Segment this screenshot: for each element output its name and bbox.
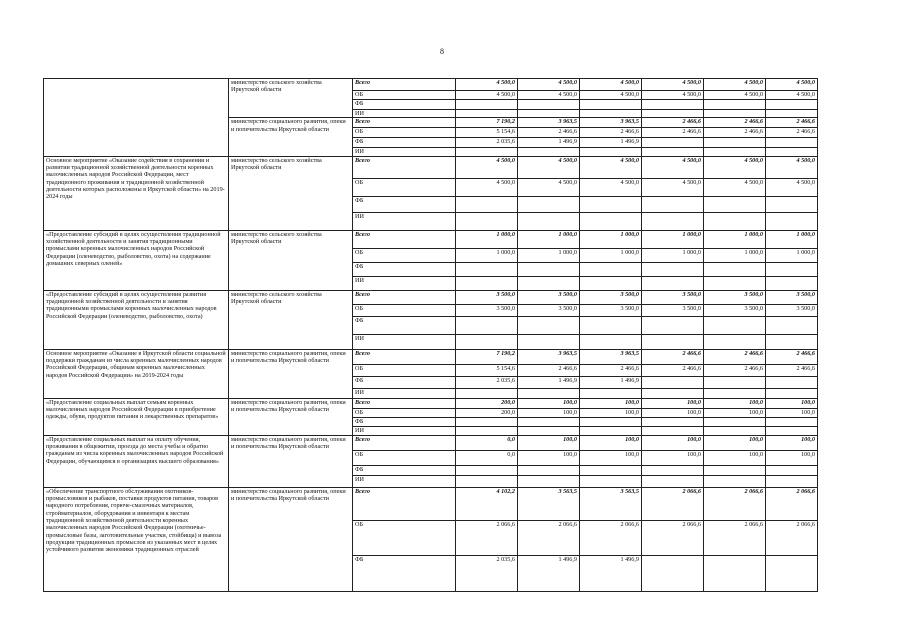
amount-cell: 4 500,0: [642, 79, 704, 91]
amount-cell: 4 500,0: [456, 156, 518, 178]
amount-cell: [456, 276, 518, 290]
funding-source-cell: ИИ: [353, 388, 456, 398]
amount-cell: 1 000,0: [704, 248, 766, 262]
funding-source-cell: ФБ: [353, 376, 456, 388]
funding-source-cell: ОБ: [353, 178, 456, 196]
amount-cell: 100,0: [642, 398, 704, 408]
funding-source-cell: ФБ: [353, 196, 456, 212]
amount-cell: 100,0: [704, 398, 766, 408]
amount-cell: [766, 212, 818, 230]
executor-cell: министерство социального развития, опеки и попечительства Иркутской области: [229, 118, 353, 156]
amount-cell: 4 500,0: [518, 156, 580, 178]
budget-table-body: [44, 79, 818, 592]
amount-cell: [580, 276, 642, 290]
amount-cell: 3 500,0: [642, 290, 704, 304]
amount-cell: [456, 426, 518, 435]
amount-cell: [580, 388, 642, 398]
funding-source-cell: Всего: [353, 349, 456, 364]
amount-cell: 1 000,0: [518, 230, 580, 248]
amount-cell: 2 466,6: [642, 349, 704, 364]
amount-cell: 1 000,0: [766, 230, 818, 248]
amount-cell: 100,0: [642, 408, 704, 417]
amount-cell: 1 000,0: [704, 230, 766, 248]
amount-cell: 3 963,5: [518, 118, 580, 128]
amount-cell: 100,0: [580, 450, 642, 465]
amount-cell: 3 963,5: [580, 118, 642, 128]
funding-source-cell: ИИ: [353, 212, 456, 230]
amount-cell: 4 500,0: [580, 156, 642, 178]
amount-cell: [580, 196, 642, 212]
amount-cell: 2 066,6: [456, 520, 518, 555]
funding-source-cell: ОБ: [353, 450, 456, 465]
amount-cell: [642, 426, 704, 435]
amount-cell: [518, 196, 580, 212]
funding-source-cell: ОБ: [353, 520, 456, 555]
funding-source-cell: ФБ: [353, 417, 456, 426]
amount-cell: [642, 555, 704, 591]
funding-source-cell: ФБ: [353, 465, 456, 475]
amount-cell: [766, 316, 818, 334]
amount-cell: 2 066,6: [766, 520, 818, 555]
amount-cell: [766, 110, 818, 118]
amount-cell: 3 563,5: [518, 487, 580, 520]
amount-cell: 1 000,0: [580, 248, 642, 262]
amount-cell: 2 466,6: [518, 364, 580, 376]
amount-cell: 1 000,0: [642, 248, 704, 262]
amount-cell: 7 190,2: [456, 118, 518, 128]
amount-cell: 1 000,0: [518, 248, 580, 262]
funding-source-cell: ИИ: [353, 475, 456, 487]
table-row: [44, 290, 818, 304]
amount-cell: [518, 276, 580, 290]
amount-cell: 2 466,6: [704, 128, 766, 138]
amount-cell: 4 500,0: [518, 91, 580, 100]
amount-cell: [704, 475, 766, 487]
amount-cell: 1 496,9: [580, 138, 642, 148]
funding-source-cell: Всего: [353, 156, 456, 178]
amount-cell: 4 500,0: [580, 178, 642, 196]
amount-cell: [766, 426, 818, 435]
amount-cell: 100,0: [580, 398, 642, 408]
executor-cell: министерство социального развития, опеки и попечительства Иркутской области: [229, 349, 353, 398]
amount-cell: [704, 212, 766, 230]
amount-cell: [704, 276, 766, 290]
amount-cell: 0,0: [456, 435, 518, 450]
amount-cell: 2 035,6: [456, 555, 518, 591]
amount-cell: 4 500,0: [704, 178, 766, 196]
amount-cell: [704, 334, 766, 349]
amount-cell: [518, 262, 580, 276]
amount-cell: [518, 110, 580, 118]
amount-cell: 2 466,6: [766, 128, 818, 138]
amount-cell: 2 466,6: [580, 128, 642, 138]
funding-source-cell: Всего: [353, 79, 456, 91]
funding-source-cell: ФБ: [353, 138, 456, 148]
amount-cell: [704, 196, 766, 212]
amount-cell: 5 154,6: [456, 364, 518, 376]
amount-cell: 2 066,6: [518, 520, 580, 555]
amount-cell: 100,0: [580, 435, 642, 450]
amount-cell: 2 066,6: [704, 520, 766, 555]
amount-cell: 3 500,0: [518, 304, 580, 316]
amount-cell: [456, 212, 518, 230]
amount-cell: [518, 417, 580, 426]
amount-cell: 4 500,0: [456, 79, 518, 91]
amount-cell: [704, 417, 766, 426]
measure-name-cell: «Предоставление субсидий в целях осуществления развития традиционной хозяйственной деятельности и занятия традиционными промыслами коренных малочисленных народов Российской Федерации (оленеводство, рыболовство, охота): [44, 290, 229, 349]
amount-cell: [642, 148, 704, 156]
table-row: [44, 487, 818, 520]
funding-source-cell: Всего: [353, 398, 456, 408]
amount-cell: [518, 388, 580, 398]
amount-cell: 100,0: [642, 450, 704, 465]
amount-cell: [642, 138, 704, 148]
funding-source-cell: ОБ: [353, 248, 456, 262]
amount-cell: 1 000,0: [580, 230, 642, 248]
amount-cell: [766, 475, 818, 487]
amount-cell: 3 500,0: [704, 304, 766, 316]
amount-cell: [580, 262, 642, 276]
amount-cell: [580, 426, 642, 435]
measure-name-cell: «Предоставление субсидий в целях осуществления традиционной хозяйственной деятельности и занятия традиционными промыслами коренных малочисленных народов Российской Федерации (оленеводство, рыболовство, охота) на содержание домашних северных оленей»: [44, 230, 229, 290]
funding-source-cell: ИИ: [353, 110, 456, 118]
amount-cell: 100,0: [642, 435, 704, 450]
amount-cell: [518, 212, 580, 230]
amount-cell: 4 500,0: [766, 178, 818, 196]
amount-cell: 3 500,0: [456, 304, 518, 316]
amount-cell: [518, 100, 580, 110]
amount-cell: 3 563,5: [580, 487, 642, 520]
amount-cell: 2 466,6: [766, 349, 818, 364]
amount-cell: 3 500,0: [456, 290, 518, 304]
amount-cell: 4 500,0: [766, 156, 818, 178]
amount-cell: 2 466,6: [704, 118, 766, 128]
amount-cell: 200,0: [456, 408, 518, 417]
amount-cell: 100,0: [766, 450, 818, 465]
amount-cell: [704, 148, 766, 156]
amount-cell: 4 500,0: [456, 178, 518, 196]
amount-cell: 2 066,6: [766, 487, 818, 520]
amount-cell: 3 500,0: [766, 304, 818, 316]
table-row: [44, 156, 818, 178]
funding-source-cell: Всего: [353, 487, 456, 520]
measure-name-cell: Основное мероприятие «Оказание содействия в сохранении и развитии традиционной хозяйственной деятельности коренных малочисленных народов Российской Федерации, мест традиционного проживания и традиционной хозяйственной деятельности которых расположены в Иркутской области» на 2019-2024 годы: [44, 156, 229, 230]
funding-source-cell: ФБ: [353, 262, 456, 276]
amount-cell: [456, 148, 518, 156]
amount-cell: 1 496,9: [518, 376, 580, 388]
amount-cell: [580, 465, 642, 475]
amount-cell: [456, 100, 518, 110]
amount-cell: [704, 262, 766, 276]
table-row: [44, 398, 818, 408]
amount-cell: [642, 316, 704, 334]
funding-source-cell: ОБ: [353, 364, 456, 376]
amount-cell: [456, 196, 518, 212]
amount-cell: 200,0: [456, 398, 518, 408]
amount-cell: 1 000,0: [456, 248, 518, 262]
amount-cell: [642, 196, 704, 212]
amount-cell: 100,0: [518, 435, 580, 450]
amount-cell: [642, 465, 704, 475]
amount-cell: [766, 376, 818, 388]
measure-name-cell: «Обеспечение транспортного обслуживания охотников-промысловиков и рыбаков, поставки продуктов питания, товаров народного потребления, горюче-смазочных материалов, стройматериалов, оборудования и инвентаря к местам традиционной хозяйственной деятельности коренных малочисленных народов Российской Федерации (охотничье-промысловые базы, заготовительные участки, стойбища) и вывоза продукции традиционных промыслов из указанных мест в целях устойчивого развития экономики традиционных отраслей: [44, 487, 229, 591]
amount-cell: 0,0: [456, 450, 518, 465]
amount-cell: 100,0: [704, 450, 766, 465]
amount-cell: 100,0: [766, 408, 818, 417]
executor-cell: министерство сельского хозяйства Иркутской области: [229, 290, 353, 349]
amount-cell: [704, 138, 766, 148]
amount-cell: 3 963,5: [580, 349, 642, 364]
amount-cell: 1 000,0: [642, 230, 704, 248]
funding-source-cell: ИИ: [353, 334, 456, 349]
amount-cell: 100,0: [580, 408, 642, 417]
amount-cell: 3 500,0: [580, 304, 642, 316]
amount-cell: 4 500,0: [580, 91, 642, 100]
amount-cell: 2 066,6: [642, 520, 704, 555]
amount-cell: [456, 475, 518, 487]
amount-cell: 4 500,0: [704, 79, 766, 91]
amount-cell: [456, 110, 518, 118]
amount-cell: [642, 475, 704, 487]
amount-cell: 2 066,6: [580, 520, 642, 555]
table-row: [44, 349, 818, 364]
amount-cell: 3 963,5: [518, 349, 580, 364]
amount-cell: [642, 110, 704, 118]
funding-source-cell: ИИ: [353, 426, 456, 435]
amount-cell: [518, 316, 580, 334]
executor-cell: министерство социального развития, опеки и попечительства Иркутской области: [229, 435, 353, 487]
amount-cell: [766, 417, 818, 426]
amount-cell: [704, 555, 766, 591]
amount-cell: 2 035,6: [456, 138, 518, 148]
amount-cell: [642, 100, 704, 110]
amount-cell: [580, 212, 642, 230]
amount-cell: 3 500,0: [642, 304, 704, 316]
amount-cell: 100,0: [766, 435, 818, 450]
amount-cell: [766, 334, 818, 349]
amount-cell: 2 066,6: [642, 487, 704, 520]
funding-source-cell: ОБ: [353, 128, 456, 138]
amount-cell: 2 466,6: [518, 128, 580, 138]
table-row: [44, 79, 818, 91]
amount-cell: [580, 334, 642, 349]
funding-source-cell: ОБ: [353, 91, 456, 100]
amount-cell: 100,0: [704, 435, 766, 450]
amount-cell: [766, 100, 818, 110]
table-row: [44, 230, 818, 248]
amount-cell: [642, 262, 704, 276]
amount-cell: 1 496,9: [580, 555, 642, 591]
amount-cell: [704, 465, 766, 475]
amount-cell: 2 466,6: [580, 364, 642, 376]
amount-cell: 1 496,9: [580, 376, 642, 388]
budget-table: [43, 78, 818, 592]
amount-cell: 2 466,6: [766, 118, 818, 128]
measure-name-cell: [44, 79, 229, 157]
amount-cell: 1 000,0: [456, 230, 518, 248]
amount-cell: [704, 100, 766, 110]
amount-cell: 2 466,6: [642, 364, 704, 376]
amount-cell: [642, 212, 704, 230]
funding-source-cell: ОБ: [353, 408, 456, 417]
amount-cell: [580, 100, 642, 110]
amount-cell: 3 500,0: [580, 290, 642, 304]
funding-source-cell: ОБ: [353, 304, 456, 316]
amount-cell: 3 500,0: [704, 290, 766, 304]
amount-cell: 4 500,0: [704, 156, 766, 178]
amount-cell: 4 500,0: [766, 79, 818, 91]
amount-cell: 2 466,6: [704, 349, 766, 364]
amount-cell: [704, 110, 766, 118]
executor-cell: министерство социального развития, опеки и попечительства Иркутской области: [229, 487, 353, 591]
funding-source-cell: Всего: [353, 290, 456, 304]
amount-cell: 2 466,6: [642, 118, 704, 128]
amount-cell: 100,0: [704, 408, 766, 417]
amount-cell: 100,0: [518, 450, 580, 465]
amount-cell: [704, 316, 766, 334]
amount-cell: 4 102,2: [456, 487, 518, 520]
funding-source-cell: ФБ: [353, 316, 456, 334]
amount-cell: 4 500,0: [580, 79, 642, 91]
amount-cell: [766, 196, 818, 212]
amount-cell: 4 500,0: [642, 178, 704, 196]
amount-cell: 3 500,0: [766, 290, 818, 304]
amount-cell: [580, 316, 642, 334]
funding-source-cell: ИИ: [353, 276, 456, 290]
amount-cell: 100,0: [518, 408, 580, 417]
amount-cell: 1 496,9: [518, 138, 580, 148]
funding-source-cell: ФБ: [353, 100, 456, 110]
amount-cell: [456, 334, 518, 349]
amount-cell: [580, 110, 642, 118]
amount-cell: [518, 334, 580, 349]
amount-cell: 3 500,0: [518, 290, 580, 304]
executor-cell: министерство сельского хозяйства Иркутской области: [229, 230, 353, 290]
amount-cell: [766, 262, 818, 276]
amount-cell: [456, 262, 518, 276]
amount-cell: [518, 148, 580, 156]
amount-cell: 4 500,0: [456, 91, 518, 100]
amount-cell: 4 500,0: [642, 91, 704, 100]
measure-name-cell: «Предоставление социальных выплат на оплату обучения, проживания в общежитии, проезда до места учебы и обратно гражданам из числа коренных малочисленных народов Российской Федерации, обучающимся в организациях высшего образования»: [44, 435, 229, 487]
amount-cell: 7 190,2: [456, 349, 518, 364]
amount-cell: [642, 417, 704, 426]
amount-cell: [580, 417, 642, 426]
amount-cell: [518, 426, 580, 435]
amount-cell: [766, 148, 818, 156]
measure-name-cell: Основное мероприятие «Оказание в Иркутской области социальной поддержки гражданам из числа коренных малочисленных народов Российской Федерации, общинам коренных малочисленных народов Российской Федерации» на 2019-2024 годы: [44, 349, 229, 398]
amount-cell: [704, 376, 766, 388]
table-row: [44, 435, 818, 450]
amount-cell: [704, 426, 766, 435]
funding-source-cell: ФБ: [353, 555, 456, 591]
amount-cell: 4 500,0: [518, 178, 580, 196]
amount-cell: [766, 555, 818, 591]
executor-cell: министерство сельского хозяйства Иркутской области: [229, 79, 353, 118]
amount-cell: [766, 388, 818, 398]
amount-cell: [766, 138, 818, 148]
amount-cell: 2 466,6: [642, 128, 704, 138]
amount-cell: [518, 475, 580, 487]
amount-cell: [642, 334, 704, 349]
funding-source-cell: Всего: [353, 435, 456, 450]
amount-cell: [456, 388, 518, 398]
amount-cell: [766, 276, 818, 290]
amount-cell: 5 154,6: [456, 128, 518, 138]
amount-cell: [766, 465, 818, 475]
amount-cell: 1 496,9: [518, 555, 580, 591]
amount-cell: 2 066,6: [704, 487, 766, 520]
executor-cell: министерство социального развития, опеки и попечительства Иркутской области: [229, 398, 353, 435]
amount-cell: 2 466,6: [766, 364, 818, 376]
amount-cell: [580, 148, 642, 156]
amount-cell: [704, 388, 766, 398]
amount-cell: [518, 465, 580, 475]
amount-cell: [456, 316, 518, 334]
amount-cell: 2 035,6: [456, 376, 518, 388]
executor-cell: министерство сельского хозяйства Иркутской области: [229, 156, 353, 230]
amount-cell: 4 500,0: [642, 156, 704, 178]
amount-cell: [642, 376, 704, 388]
amount-cell: 100,0: [518, 398, 580, 408]
amount-cell: [580, 475, 642, 487]
amount-cell: 4 500,0: [518, 79, 580, 91]
funding-source-cell: ИИ: [353, 148, 456, 156]
amount-cell: [642, 388, 704, 398]
amount-cell: [456, 465, 518, 475]
amount-cell: 1 000,0: [766, 248, 818, 262]
funding-source-cell: Всего: [353, 230, 456, 248]
amount-cell: 100,0: [766, 398, 818, 408]
page-number: 8: [440, 47, 444, 56]
amount-cell: 2 466,6: [704, 364, 766, 376]
amount-cell: 4 500,0: [704, 91, 766, 100]
amount-cell: [456, 417, 518, 426]
funding-source-cell: Всего: [353, 118, 456, 128]
amount-cell: 4 500,0: [766, 91, 818, 100]
measure-name-cell: «Предоставление социальных выплат семьям коренных малочисленных народов Российской Федерации в приобретение одежды, обуви, продуктов питания и лекарственных препаратов»: [44, 398, 229, 435]
amount-cell: [642, 276, 704, 290]
